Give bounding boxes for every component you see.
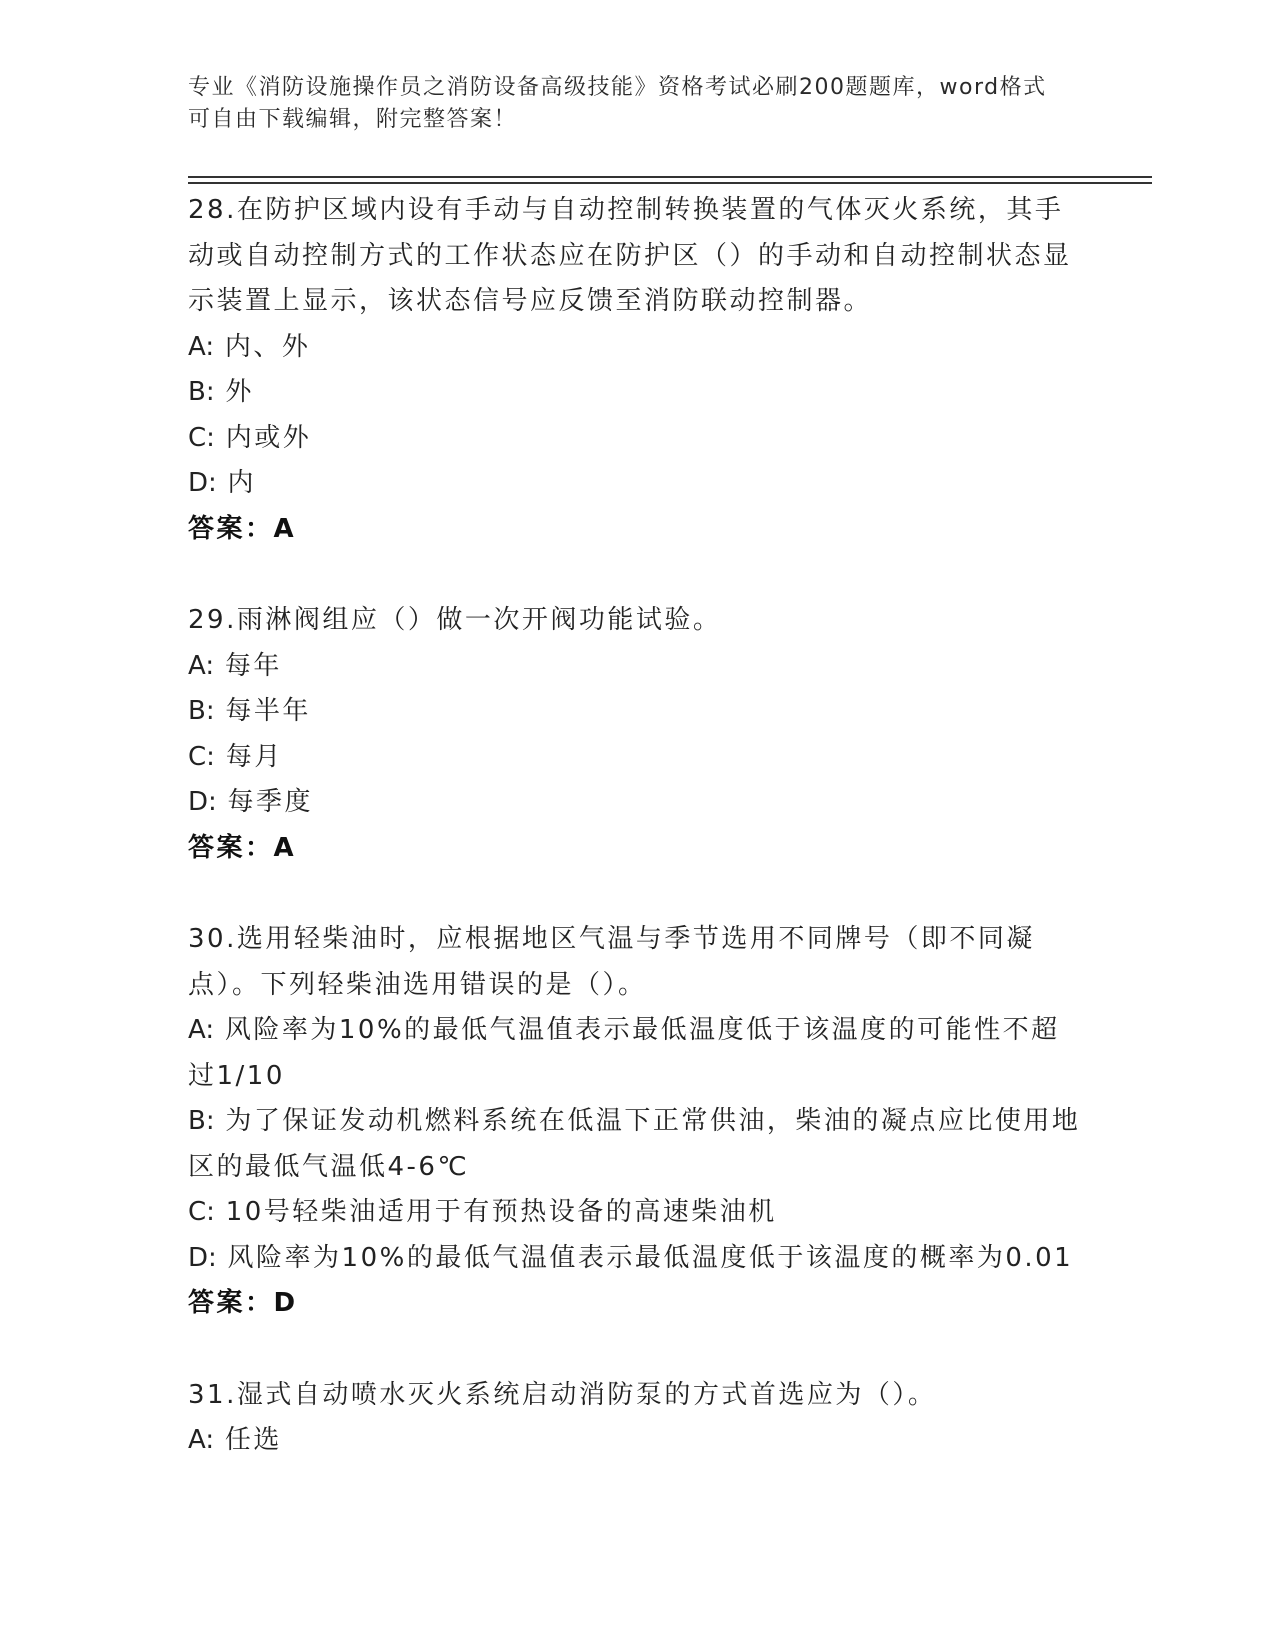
option-key: B: — [188, 1106, 215, 1136]
question-stem — [188, 917, 1088, 1008]
question-31 — [188, 1373, 1088, 1464]
question-stem — [188, 1373, 1088, 1419]
question-number: 29. — [188, 605, 237, 635]
option-c — [188, 735, 1088, 781]
option-a — [188, 1008, 1088, 1099]
option-text: 外 — [225, 377, 254, 407]
option-key: A: — [188, 650, 215, 681]
question-gap — [188, 552, 1088, 598]
option-text: 每季度 — [227, 787, 314, 817]
option-text: 每年 — [224, 650, 282, 681]
option-key: D: — [188, 1242, 217, 1273]
question-text: 湿式自动喷水灭火系统启动消防泵的方式首选应为（）。 — [236, 1379, 937, 1410]
question-text: 雨淋阀组应（）做一次开阀功能试验。 — [236, 605, 722, 635]
option-key: C: — [188, 422, 215, 453]
header-divider-top — [188, 176, 1152, 178]
option-key: D: — [188, 787, 217, 817]
option-c — [188, 1190, 1088, 1236]
question-text: 在防护区域内设有手动与自动控制转换装置的气体灭火系统，其手动或自动控制方式的工作状态应在防护区（）的手动和自动控制状态显示装置上显示，该状态信号应反馈至消防联动控制器。 — [188, 195, 1072, 316]
option-d — [188, 461, 1088, 507]
option-a — [188, 1418, 1088, 1464]
option-key: A: — [188, 1015, 215, 1045]
question-stem — [188, 188, 1088, 325]
option-a — [188, 325, 1088, 371]
option-text: 每月 — [225, 741, 283, 772]
option-key: C: — [188, 741, 215, 772]
option-text: 内、外 — [224, 331, 311, 362]
option-b — [188, 370, 1088, 416]
question-text: 选用轻柴油时，应根据地区气温与季节选用不同牌号（即不同凝点）。下列轻柴油选用错误的是（）。 — [188, 924, 1035, 1000]
question-30 — [188, 917, 1088, 1327]
option-b — [188, 689, 1088, 735]
option-d — [188, 1236, 1088, 1282]
option-text: 内 — [227, 468, 257, 498]
question-29 — [188, 598, 1088, 871]
question-gap — [188, 1327, 1088, 1373]
question-number: 30. — [188, 924, 237, 954]
question-gap — [188, 871, 1088, 917]
option-text: 内或外 — [225, 422, 312, 453]
question-28 — [188, 188, 1088, 552]
answer-line: 答案：D — [188, 1288, 298, 1318]
option-c — [188, 416, 1088, 462]
question-number: 28. — [188, 195, 237, 225]
question-number: 31. — [188, 1379, 237, 1410]
header-divider-bottom — [188, 182, 1152, 184]
option-d — [188, 780, 1088, 826]
document-header: 专业《消防设施操作员之消防设备高级技能》资格考试必刷200题题库，word格式可自由下载编辑，附完整答案！ — [188, 75, 1047, 132]
question-list — [188, 188, 1088, 1464]
option-key: A: — [188, 1425, 215, 1455]
answer-line: 答案：A — [188, 513, 297, 544]
option-text: 风险率为10%的最低气温值表示最低温度低于该温度的可能性不超过1/10 — [188, 1015, 1060, 1091]
option-key: B: — [188, 377, 215, 407]
option-b — [188, 1099, 1088, 1190]
option-text: 为了保证发动机燃料系统在低温下正常供油，柴油的凝点应比使用地区的最低气温低4-6℃ — [188, 1106, 1081, 1182]
option-key: D: — [188, 468, 217, 498]
option-key: B: — [188, 696, 215, 726]
option-key: C: — [188, 1197, 215, 1227]
option-key: A: — [188, 331, 215, 362]
option-text: 10号轻柴油适用于有预热设备的高速柴油机 — [225, 1197, 777, 1227]
question-stem — [188, 598, 1088, 644]
option-text: 风险率为10%的最低气温值表示最低温度低于该温度的概率为0.01 — [227, 1242, 1074, 1273]
option-text: 任选 — [224, 1425, 282, 1455]
option-a — [188, 644, 1088, 690]
option-text: 每半年 — [225, 696, 311, 726]
answer-line: 答案：A — [188, 832, 297, 863]
